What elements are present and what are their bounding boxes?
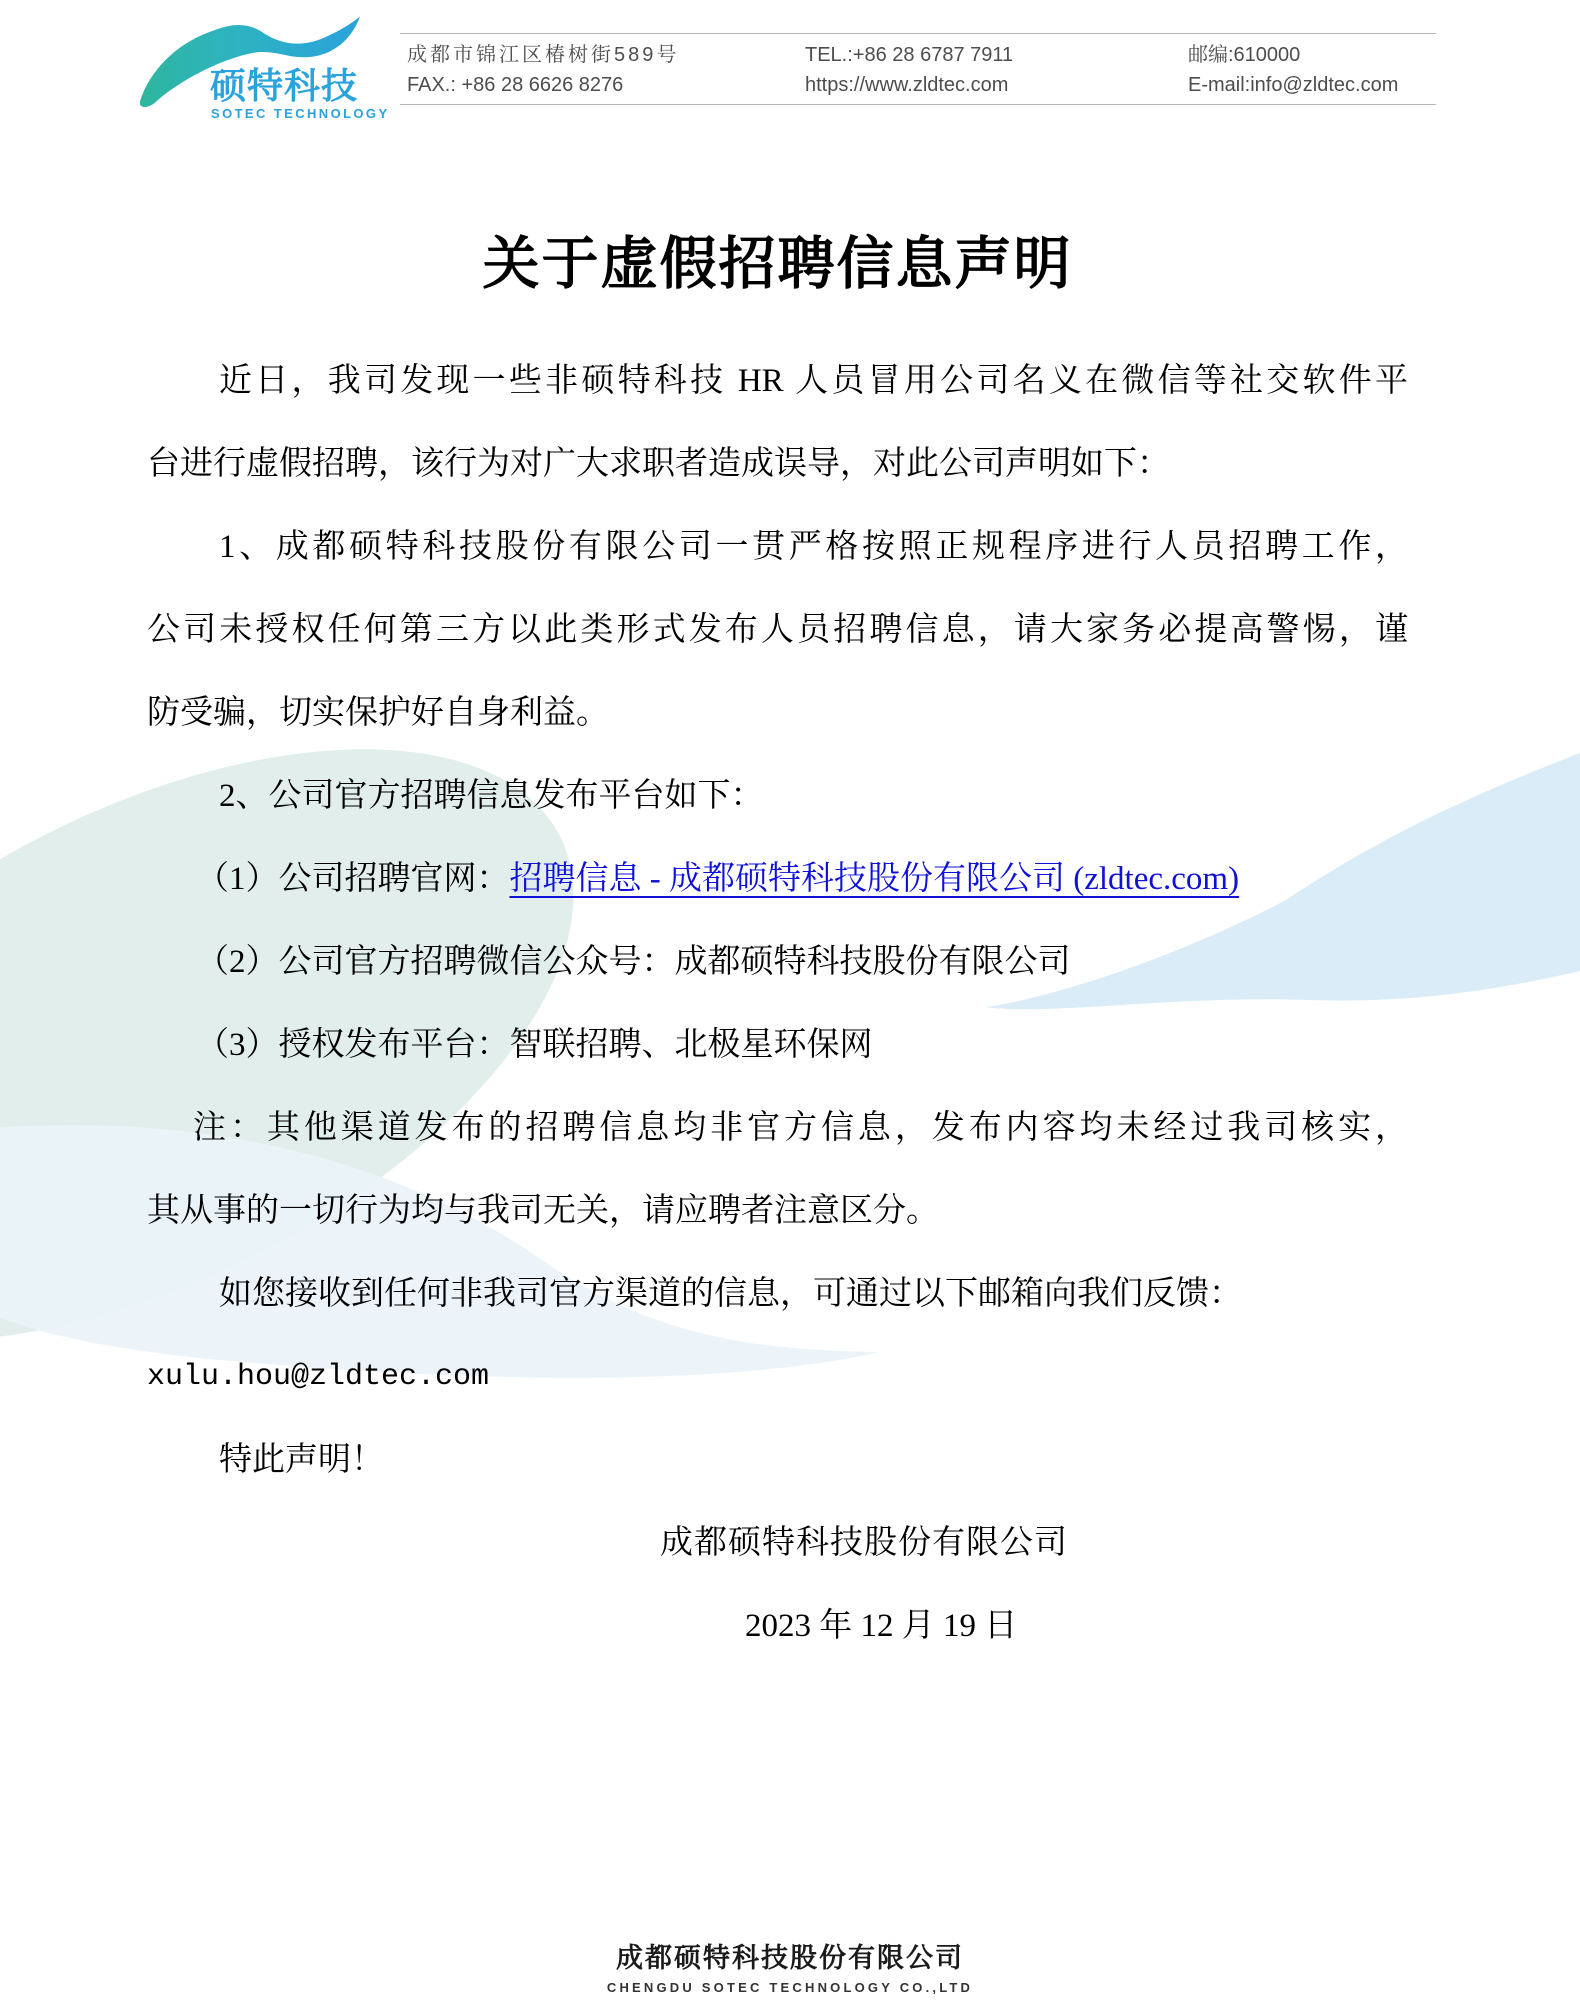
header-website: https://www.zldtec.com (805, 74, 1009, 96)
document-body (147, 340, 1408, 1668)
header-rule-top (400, 33, 1436, 34)
company-logo (130, 8, 390, 124)
logo-company-name: 硕特科技 (210, 65, 359, 106)
body-line: 如您接收到任何非我司官方渠道的信息，可通过以下邮箱向我们反馈： (219, 1276, 1242, 1312)
feedback-email: xulu.hou@zldtec.com (147, 1360, 490, 1394)
body-line: 台进行虚假招聘，该行为对广大求职者造成误导，对此公司声明如下： (147, 446, 1170, 482)
header-contact-address-block (407, 40, 679, 100)
header-contact-mail-block (1188, 40, 1398, 100)
body-line: 2、公司官方招聘信息发布平台如下： (219, 778, 764, 814)
header-tel: TEL.:+86 28 6787 7911 (805, 44, 1014, 66)
body-line-official-site (147, 838, 1408, 921)
signature-date: 2023 年 12 月 19 日 (745, 1608, 1018, 1644)
body-line: 近日，我司发现一些非硕特科技 HR 人员冒用公司名义在微信等社交软件平 (219, 363, 1408, 399)
header-email: E-mail:info@zldtec.com (1188, 74, 1399, 96)
header-rule-bottom (400, 104, 1436, 105)
body-line: （3）授权发布平台：智联招聘、北极星环保网 (196, 1027, 873, 1063)
body-line: 公司未授权任何第三方以此类形式发布人员招聘信息，请大家务必提高警惕，谨 (147, 612, 1408, 648)
header-contact-phone-block (805, 40, 1013, 100)
signature-company: 成都硕特科技股份有限公司 (660, 1525, 1068, 1561)
footer-company-en: CHENGDU SOTEC TECHNOLOGY CO.,LTD (606, 1980, 974, 1995)
body-line: 1、成都硕特科技股份有限公司一贯严格按照正规程序进行人员招聘工作， (219, 529, 1408, 565)
document-title: 关于虚假招聘信息声明 (482, 233, 1073, 296)
header-address: 成都市锦江区椿树街589号 (407, 44, 680, 66)
header-postal-code: 邮编:610000 (1188, 44, 1301, 66)
body-line: 特此声明！ (219, 1442, 384, 1478)
recruitment-website-link[interactable]: 招聘信息 - 成都硕特科技股份有限公司 (zldtec.com) (509, 861, 1240, 897)
official-site-label: （1）公司招聘官网： (196, 861, 510, 897)
body-line: 注：其他渠道发布的招聘信息均非官方信息，发布内容均未经过我司核实， (193, 1110, 1408, 1146)
body-line: 其从事的一切行为均与我司无关，请应聘者注意区分。 (147, 1193, 939, 1229)
body-line: 防受骗，切实保护好自身利益。 (147, 695, 609, 731)
body-line: （2）公司官方招聘微信公众号：成都硕特科技股份有限公司 (196, 944, 1071, 980)
page-footer (0, 1936, 1580, 1995)
logo-company-name-en: SOTEC TECHNOLOGY (211, 106, 390, 121)
footer-company-cn: 成都硕特科技股份有限公司 (616, 1943, 964, 1973)
header-fax: FAX.: +86 28 6626 8276 (407, 74, 624, 96)
